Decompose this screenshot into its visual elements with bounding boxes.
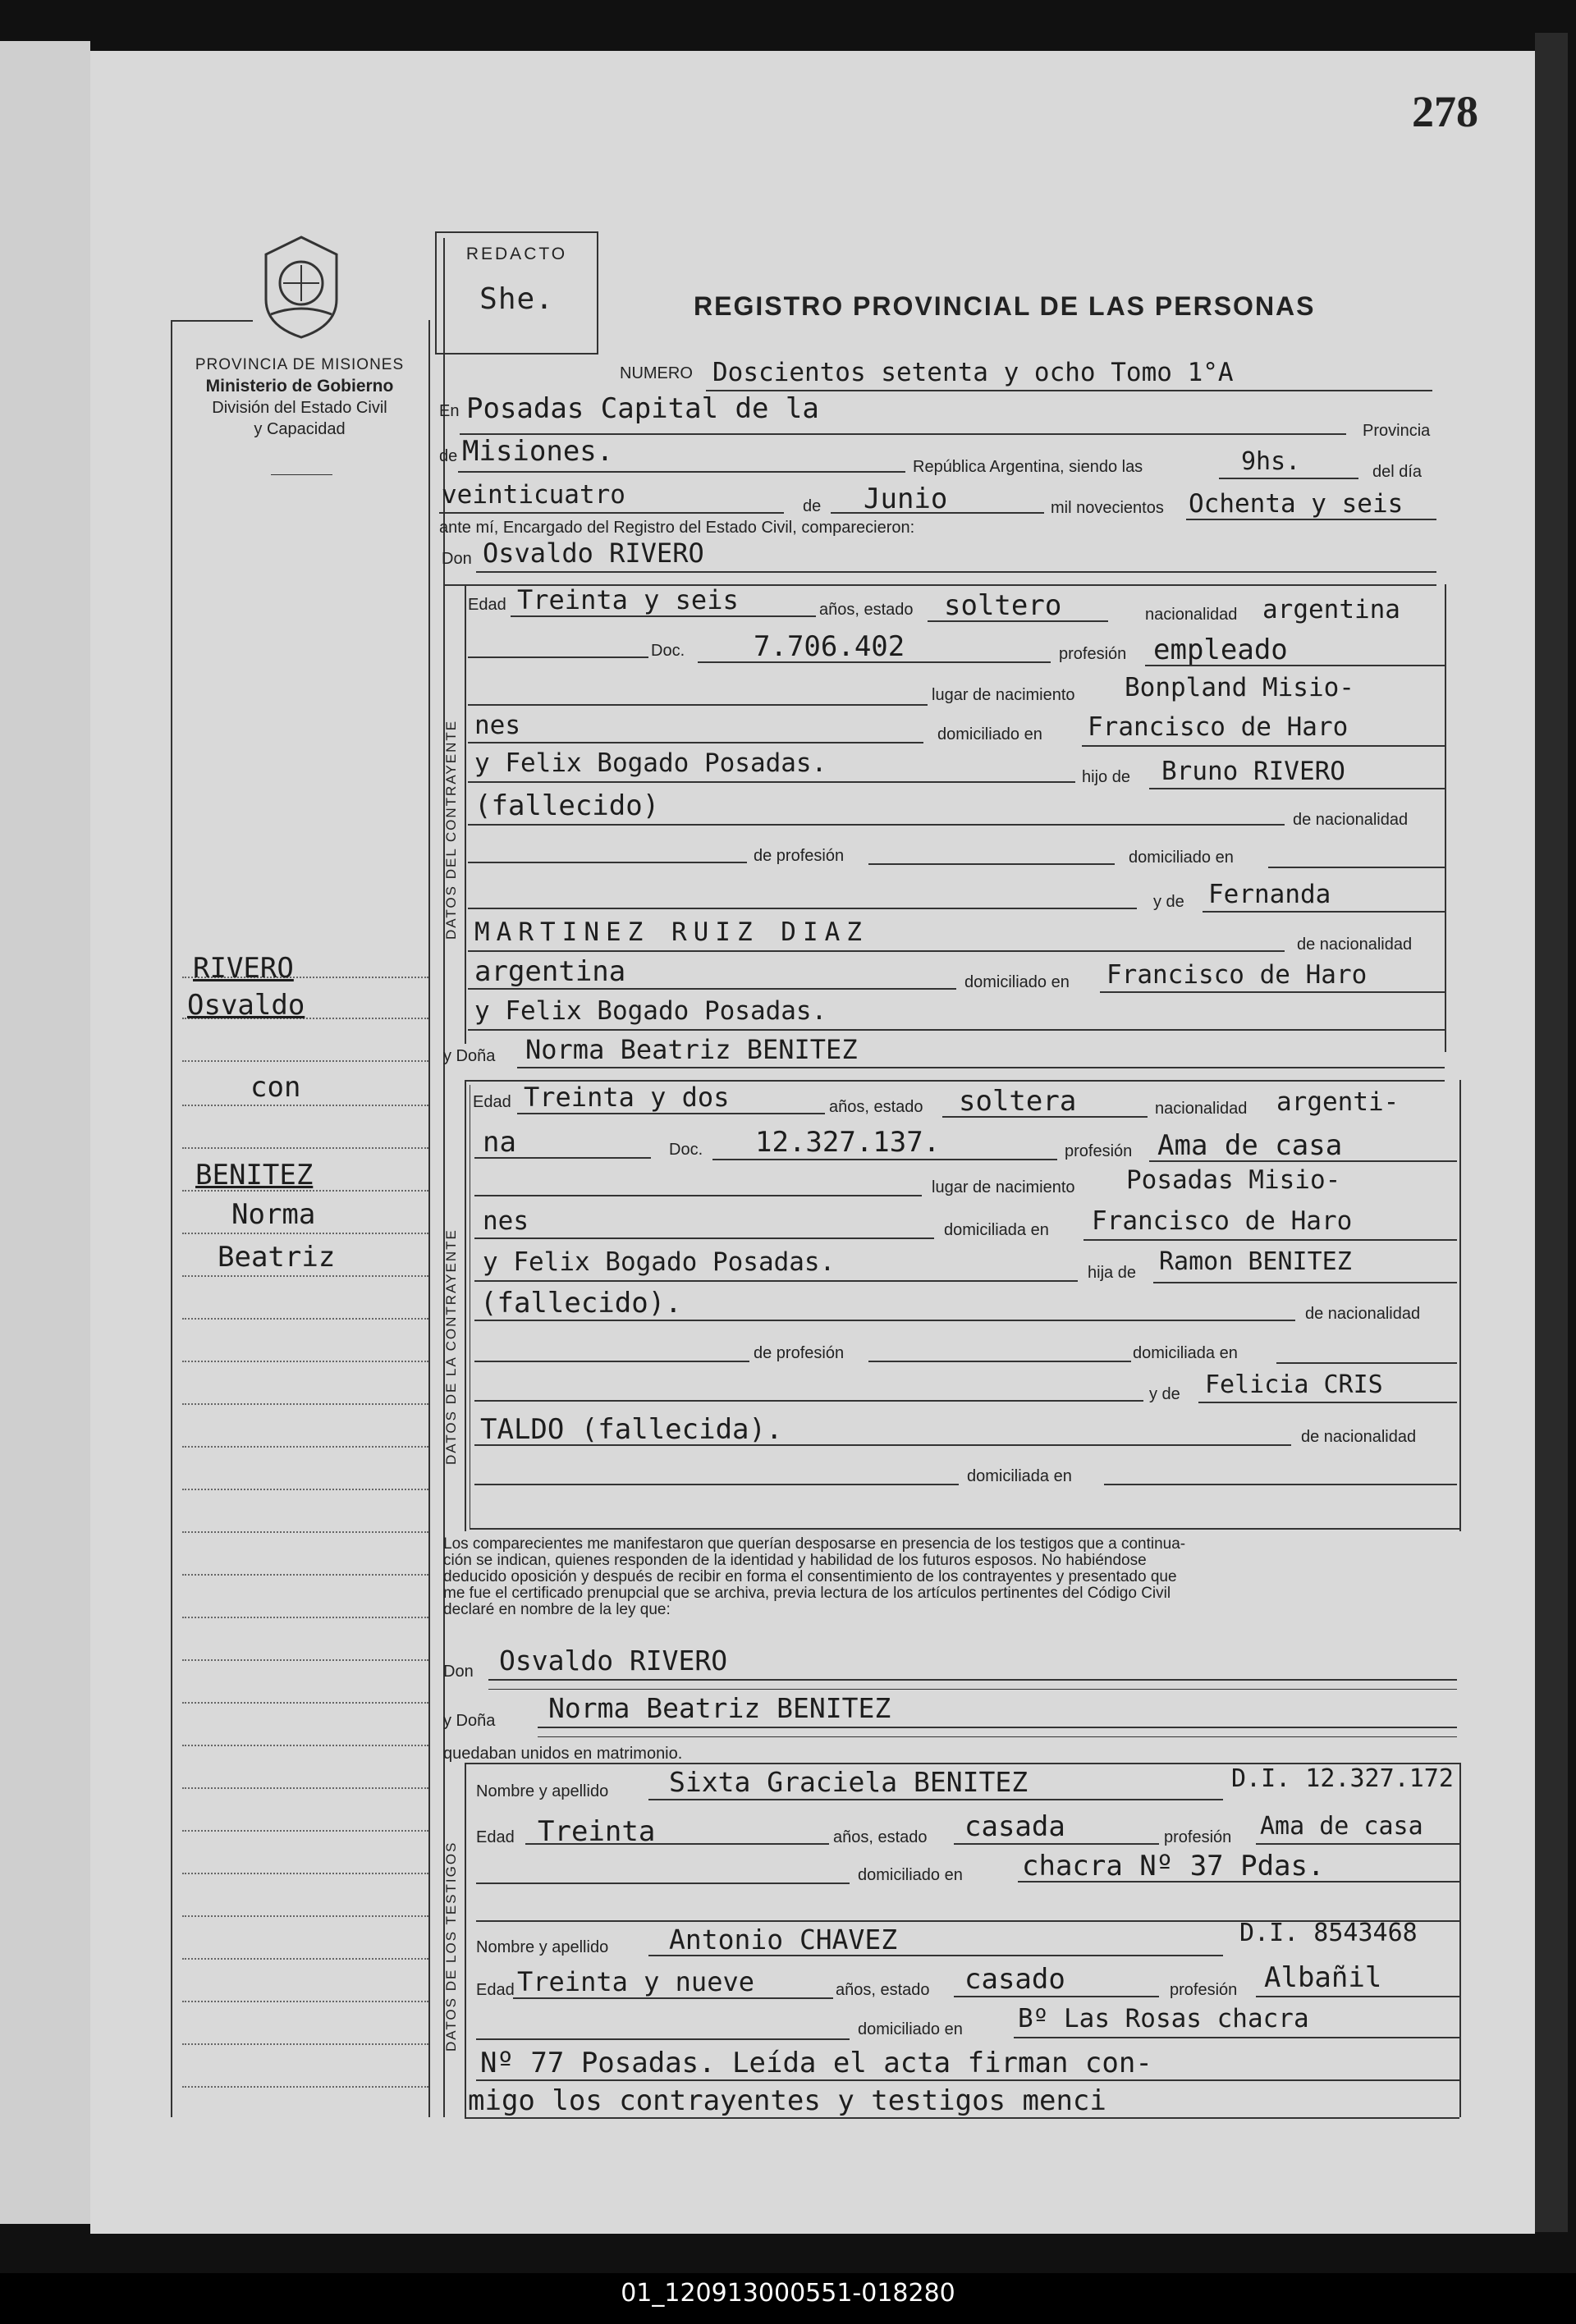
madre-dom-line: [1100, 991, 1445, 993]
decl-dona-line-2: [538, 1736, 1457, 1737]
margin-line: [182, 1489, 428, 1490]
t1-nombre-line: [648, 1799, 1223, 1800]
f-nacionalidad-value: argenti-: [1276, 1087, 1400, 1117]
nacionalidad-value: argentina: [1262, 595, 1400, 624]
de-profesion-label: de profesión: [754, 847, 845, 865]
t2-profesion-value: Albañil: [1264, 1961, 1382, 1994]
decl-dona-label: y Doña: [443, 1712, 496, 1730]
f-nacionalidad-label: nacionalidad: [1155, 1100, 1248, 1118]
t2-dom-label: domiciliado en: [858, 2020, 963, 2038]
profesion2-line: [868, 863, 1115, 865]
margin-line: [182, 1659, 428, 1661]
t2-dom-line: [1014, 2037, 1459, 2038]
margin-note-surname2: BENITEZ: [195, 1159, 314, 1192]
margin-line: [182, 1830, 428, 1832]
provincia-label: Provincia: [1363, 422, 1431, 440]
f-estado-value: soltera: [959, 1085, 1077, 1118]
padre-cont: (fallecido): [474, 789, 660, 822]
agency-division: División del Estado Civil: [212, 399, 387, 417]
margin-line: [182, 1105, 428, 1106]
f-doc-value: 12.327.137.: [755, 1126, 941, 1159]
t1-estado-label: años, estado: [833, 1828, 928, 1846]
contrayente-rule-right: [1445, 584, 1446, 1052]
t2-edad-label: Edad: [476, 1981, 515, 1999]
f-domiciliada2-label: domiciliada en: [1133, 1344, 1238, 1362]
margin-top-rule: [171, 320, 253, 322]
declaration-line: ción se indican, quienes responden de la identidad y habilidad de los futuros esposos. No habiéndose: [443, 1552, 1147, 1569]
f-domiciliada2-line: [1276, 1362, 1457, 1364]
hora-line: [1219, 478, 1358, 479]
f-y-de-label: y de: [1149, 1385, 1180, 1403]
f-lugar-line-a: [474, 1195, 922, 1196]
t2-estado-line: [954, 1996, 1159, 1997]
f-doc-label: Doc.: [669, 1141, 703, 1159]
profesion2-line-a: [468, 862, 747, 863]
lugar-cont-line: [468, 742, 923, 743]
mes-value: Junio: [864, 483, 948, 515]
margin-line: [182, 1403, 428, 1405]
t1-doc: D.I. 12.327.172: [1231, 1764, 1454, 1793]
contrayenta-rule: [465, 1080, 466, 1531]
contrayenta-rule-right: [1459, 1080, 1461, 1531]
margin-note-surname: RIVERO: [193, 952, 294, 985]
t2-profesion-line: [1256, 1996, 1459, 1997]
f-padre-line: [1153, 1282, 1457, 1283]
de2-label: de: [803, 497, 822, 515]
t1-estado-line: [954, 1843, 1159, 1845]
t1-profesion-value: Ama de casa: [1260, 1812, 1423, 1841]
f-hija-label: hija de: [1088, 1264, 1136, 1282]
agency-divider: [271, 474, 332, 475]
lugar-cont: nes: [474, 711, 520, 740]
decl-don-value: Osvaldo RIVERO: [499, 1645, 728, 1677]
del-dia-label: del día: [1372, 463, 1423, 481]
mes-line: [831, 512, 1044, 514]
padre-value: Bruno RIVERO: [1161, 757, 1345, 786]
de-label: de: [439, 447, 458, 465]
declaration-line: deducido oposición y después de recibir en forma el consentimiento de los contrayentes y presentado que: [443, 1568, 1177, 1585]
t2-nombre-line: [648, 1955, 1223, 1956]
f-anos-estado-label: años, estado: [829, 1098, 923, 1116]
f-lugar-cont: nes: [483, 1206, 529, 1236]
madre-nac-line: [468, 988, 956, 990]
margin-line: [182, 1446, 428, 1448]
madre-cont: MARTINEZ RUIZ DIAZ: [474, 917, 868, 947]
f-domicilio-value: Francisco de Haro: [1092, 1206, 1353, 1236]
de-value: Misiones.: [462, 435, 614, 468]
f-edad-label: Edad: [473, 1093, 511, 1111]
registry-title: REGISTRO PROVINCIAL DE LAS PERSONAS: [694, 291, 1316, 321]
t2-nombre-value: Antonio CHAVEZ: [669, 1924, 898, 1956]
dona-line: [517, 1067, 1445, 1068]
numero-label: NUMERO: [620, 364, 693, 382]
margin-line: [182, 1574, 428, 1576]
madre-line: [1203, 911, 1445, 913]
en-label: En: [439, 402, 460, 420]
provincial-seal-icon: [254, 234, 349, 341]
de-nacionalidad-label: de nacionalidad: [1293, 811, 1409, 829]
margin-line: [182, 1958, 428, 1960]
t1-dom-line-a: [476, 1883, 850, 1884]
margin-line: [182, 2001, 428, 2002]
dona-value: Norma Beatriz BENITEZ: [525, 1034, 858, 1065]
margin-note-name2: Norma: [231, 1198, 316, 1231]
hora-value: 9hs.: [1241, 447, 1301, 476]
f-padre-cont: (fallecido).: [480, 1287, 682, 1320]
book-edge: [1535, 33, 1568, 2232]
ante-text: ante mí, Encargado del Registro del Estado Civil, comparecieron:: [439, 519, 915, 537]
t1-edad-value: Treinta: [538, 1815, 656, 1848]
nacionalidad-label: nacionalidad: [1145, 606, 1238, 624]
doc-value: 7.706.402: [754, 630, 905, 663]
redacto-initials: She.: [479, 282, 554, 316]
f-madre-cont-line: [474, 1444, 1291, 1446]
decl-dona-line: [538, 1727, 1457, 1728]
t1-profesion-line: [1256, 1843, 1459, 1845]
t2-edad-value: Treinta y nueve: [517, 1966, 754, 1997]
margin-line: [182, 1361, 428, 1362]
madre-dom-cont: y Felix Bogado Posadas.: [474, 996, 827, 1026]
decl-unidos: quedaban unidos en matrimonio.: [443, 1745, 683, 1763]
profesion-label: profesión: [1059, 645, 1127, 663]
doc-label: Doc.: [651, 642, 685, 660]
t1-estado-value: casada: [964, 1810, 1065, 1843]
decl-dona-value: Norma Beatriz BENITEZ: [548, 1692, 891, 1724]
domiciliado2-label: domiciliado en: [1129, 849, 1234, 867]
f-madre-value: Felicia CRIS: [1205, 1370, 1383, 1399]
t1-edad-label: Edad: [476, 1828, 515, 1846]
f-profesion-value: Ama de casa: [1157, 1129, 1343, 1162]
numero-line: [706, 390, 1432, 391]
f-domicilio-line: [1084, 1239, 1457, 1241]
contrayente-section-label: DATOS DEL CONTRAYENTE: [443, 719, 459, 940]
margin-line: [182, 1702, 428, 1704]
margin-right-rule: [428, 320, 430, 2117]
contrayente-rule: [465, 584, 466, 1044]
contrayenta-bottom-rule: [470, 1528, 1459, 1530]
don-label: Don: [442, 550, 472, 568]
f-estado-line: [942, 1116, 1148, 1118]
declaration-line: declaré en nombre de la ley que:: [443, 1601, 671, 1618]
f-lugar-value: Posadas Misio-: [1126, 1165, 1341, 1195]
anio-line: [1186, 519, 1436, 520]
agency-ministry: Ministerio de Gobierno: [205, 377, 394, 396]
margin-left-rule: [171, 320, 172, 2117]
f-padre-cont-line: [474, 1320, 1295, 1321]
domicilio-value: Francisco de Haro: [1088, 712, 1349, 742]
f-de-nacionalidad2-label: de nacionalidad: [1301, 1428, 1417, 1446]
decl-don-label: Don: [443, 1663, 474, 1681]
margin-line: [182, 2043, 428, 2045]
t2-dom-value: Bº Las Rosas chacra: [1018, 2004, 1309, 2034]
t2-estado-label: años, estado: [836, 1981, 930, 1999]
dia-line: [439, 512, 784, 514]
domiciliado2-line: [1268, 867, 1445, 868]
domicilio-line: [1082, 745, 1445, 747]
margin-line: [182, 1233, 428, 1234]
de-nacionalidad2-label: de nacionalidad: [1297, 936, 1413, 954]
t1-dom-line: [1018, 1881, 1459, 1883]
decl-don-line-2: [488, 1689, 1457, 1690]
testigos-rule-right: [1459, 1763, 1461, 2117]
doc-line: [698, 661, 1051, 663]
declaration-line: me fue el certificado prenupcial que se archiva, previa lectura de los artículos pertinentes del Código Civil: [443, 1585, 1171, 1602]
madre-nac: argentina: [474, 955, 626, 988]
t2-nombre-label: Nombre y apellido: [476, 1938, 609, 1956]
don-line: [476, 571, 1436, 573]
closing-line-1-rule: [476, 2079, 1459, 2081]
domiciliado-label: domiciliado en: [937, 725, 1042, 743]
f-dom3-line: [1104, 1484, 1457, 1485]
agency-block: [172, 355, 427, 440]
margin-line: [182, 1531, 428, 1533]
doc-line-a: [468, 656, 648, 658]
f-doc-line: [712, 1159, 1057, 1160]
anio-value: Ochenta y seis: [1189, 489, 1404, 519]
closing-line-2: migo los contrayentes y testigos menci: [468, 2084, 1106, 2117]
dia-value: veinticuatro: [442, 480, 625, 510]
edad-line: [511, 615, 816, 617]
agency-province: PROVINCIA DE MISIONES: [195, 356, 405, 373]
estado-value: soltero: [944, 589, 1062, 622]
lugar-label: lugar de nacimiento: [932, 686, 1075, 704]
domicilio-cont-line: [468, 781, 1075, 783]
f-domiciliada3-label: domiciliada en: [967, 1467, 1072, 1485]
f-lugar-label: lugar de nacimiento: [932, 1178, 1075, 1196]
margin-line: [182, 1147, 428, 1149]
closing-line-1: Nº 77 Posadas. Leída el acta firman con-: [480, 2047, 1152, 2079]
t2-estado-value: casado: [964, 1963, 1065, 1996]
numero-value: Doscientos setenta y ocho Tomo 1°A: [712, 358, 1234, 387]
margin-line: [182, 1745, 428, 1746]
t1-dom-value: chacra Nº 37 Pdas.: [1022, 1850, 1325, 1883]
f-profesion2-line-a: [474, 1361, 749, 1362]
margin-line: [182, 1060, 428, 1062]
y-de-label: y de: [1153, 893, 1184, 911]
t1-edad-line: [525, 1843, 829, 1845]
declaration-line: Los comparecientes me manifestaron que querían desposarse en presencia de los testigos que a continua-: [443, 1535, 1186, 1553]
margin-note-name3: Beatriz: [218, 1241, 336, 1274]
redacto-label: REDACTO: [465, 245, 568, 263]
anos-estado-label: años, estado: [819, 601, 914, 619]
margin-line: [182, 1873, 428, 1874]
republica-label: República Argentina, siendo las: [913, 458, 1143, 476]
redacto-box: [435, 231, 598, 355]
margin-line: [182, 1617, 428, 1618]
f-domicilio-cont-line: [474, 1280, 1078, 1282]
margin-line: [182, 1318, 428, 1320]
f-domiciliada-label: domiciliada en: [944, 1221, 1049, 1239]
f-profesion-line: [1149, 1160, 1457, 1162]
madre-dom: Francisco de Haro: [1106, 960, 1368, 990]
profesion-line: [1145, 665, 1445, 666]
de-line: [458, 471, 905, 473]
edad-label: Edad: [468, 596, 506, 614]
t2-dom-line-a: [476, 2038, 850, 2040]
margin-note-name: Osvaldo: [187, 989, 305, 1022]
t2-doc: D.I. 8543468: [1239, 1919, 1418, 1947]
left-facing-page: [0, 41, 90, 2224]
y-de-line-a: [468, 908, 1137, 909]
madre-value: Fernanda: [1208, 880, 1331, 909]
margin-line: [182, 1787, 428, 1789]
edad-value: Treinta y seis: [517, 584, 739, 615]
f-edad-value: Treinta y dos: [524, 1082, 730, 1113]
domicilio-cont: y Felix Bogado Posadas.: [474, 748, 827, 778]
hijo-label: hijo de: [1082, 768, 1130, 786]
closing-line-2-rule: [465, 2117, 1459, 2119]
f-nacionalidad-cont: na: [483, 1126, 516, 1159]
f-lugar-cont-line: [474, 1237, 934, 1239]
declaration-text: [443, 1536, 1461, 1618]
dona-label: y Doña: [443, 1047, 496, 1065]
domiciliado3-label: domiciliado en: [964, 973, 1070, 991]
decl-don-line: [488, 1679, 1457, 1681]
t2-profesion-label: profesión: [1170, 1981, 1238, 1999]
lugar-line-a: [468, 704, 928, 706]
padre-line: [1149, 788, 1445, 789]
f-nac-cont-line: [474, 1157, 651, 1159]
t2-edad-line: [513, 1997, 833, 1999]
estado-line: [928, 620, 1108, 622]
padre-cont-line: [468, 824, 1285, 826]
f-profesion-label: profesión: [1065, 1142, 1133, 1160]
f-de-nacionalidad-label: de nacionalidad: [1305, 1305, 1421, 1323]
madre-dom-cont-line: [468, 1029, 1445, 1031]
madre-cont-line: [468, 950, 1285, 952]
t1-nombre-label: Nombre y apellido: [476, 1782, 609, 1800]
testigos-section-label: DATOS DE LOS TESTIGOS: [443, 1841, 459, 2052]
agency-capacity: y Capacidad: [254, 420, 346, 438]
t1-nombre-value: Sixta Graciela BENITEZ: [669, 1766, 1029, 1798]
en-value: Posadas Capital de la: [466, 392, 819, 425]
f-madre-cont: TALDO (fallecida).: [480, 1413, 783, 1446]
contrayenta-section-label: DATOS DE LA CONTRAYENTE: [443, 1228, 459, 1465]
margin-line: [182, 2086, 428, 2088]
f-de-profesion-label: de profesión: [754, 1344, 845, 1362]
margin-line: [182, 1275, 428, 1277]
page-number: 278: [1412, 87, 1478, 136]
margin-line: [182, 1915, 428, 1917]
f-profesion2-line: [868, 1361, 1131, 1362]
margin-note-con: con: [250, 1071, 301, 1104]
f-edad-line: [517, 1113, 825, 1114]
t1-dom-label: domiciliado en: [858, 1866, 963, 1884]
testigos-rule: [465, 1763, 466, 2117]
mil-label: mil novecientos: [1051, 499, 1164, 517]
f-padre-value: Ramon BENITEZ: [1159, 1247, 1352, 1276]
lugar-value: Bonpland Misio-: [1125, 673, 1354, 702]
f-dom3-line-a: [474, 1484, 959, 1485]
f-madre-line: [1198, 1402, 1457, 1403]
t1-profesion-label: profesión: [1164, 1828, 1232, 1846]
scan-id: 01_120913000551-018280: [621, 2279, 955, 2308]
profesion-value: empleado: [1153, 634, 1288, 666]
f-domicilio-cont: y Felix Bogado Posadas.: [483, 1247, 836, 1277]
don-value: Osvaldo RIVERO: [483, 538, 704, 569]
f-y-de-line-a: [474, 1400, 1143, 1402]
